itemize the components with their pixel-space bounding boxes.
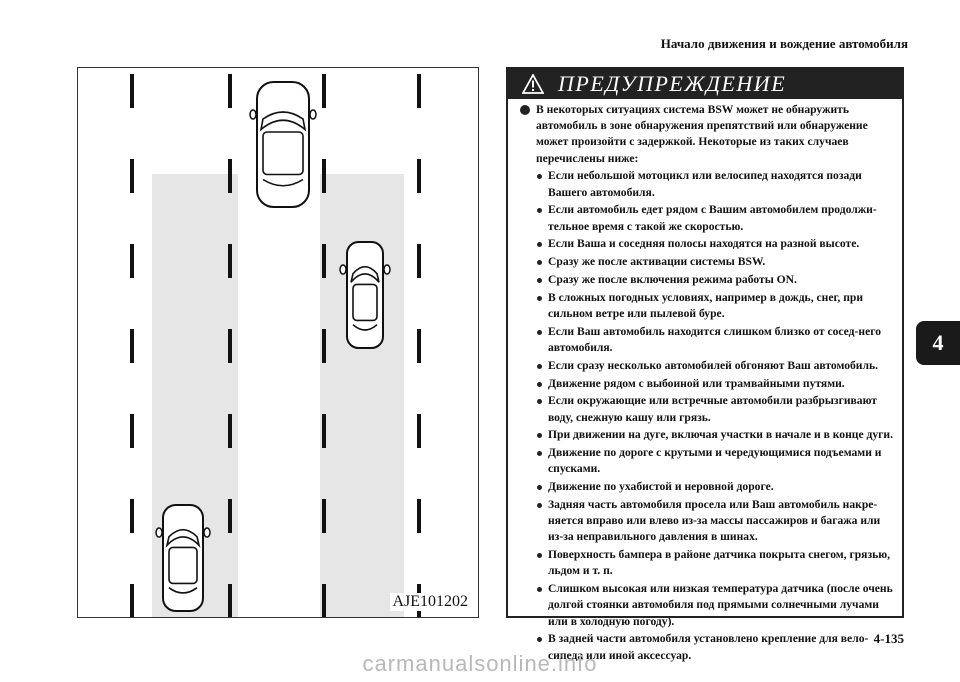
- lane-dash: [228, 159, 232, 193]
- watermark: carmanualsonline.info: [362, 651, 598, 676]
- lane-dash: [228, 414, 232, 448]
- page-number: 4-135: [873, 631, 904, 646]
- warning-title: ПРЕДУПРЕЖДЕНИЕ: [558, 71, 787, 96]
- list-item: Сразу же после включения режима работы ON.: [520, 272, 894, 288]
- intro-bullet-icon: [520, 105, 530, 115]
- list-item: В задней части автомобиля установлено крепление для вело-сипеда или иной аксессуар.: [520, 631, 894, 663]
- figure-code: AJE101202: [392, 593, 468, 610]
- lane-dash: [322, 499, 326, 533]
- lane-dash: [417, 74, 421, 108]
- lane-dash: [130, 329, 134, 363]
- list-item: Если Ваш автомобиль находится слишком близко от сосед-него автомобиля.: [520, 324, 894, 356]
- lane-dash: [130, 159, 134, 193]
- list-item: Движение по ухабистой и неровной дороге.: [520, 479, 894, 495]
- lane-dash: [228, 329, 232, 363]
- adjacent-car-left-icon: [156, 505, 210, 611]
- lane-dash: [228, 74, 232, 108]
- lane-dash: [417, 499, 421, 533]
- list-item: Если небольшой мотоцикл или велосипед находятся позади Вашего автомобиля.: [520, 168, 894, 200]
- list-item: Задняя часть автомобиля просела или Ваш автомобиль накре-няется вправо или влево из-за массы пассажиров и багажа или из-за неправильного давления в шинах.: [520, 497, 894, 546]
- lane-dash: [322, 414, 326, 448]
- own-vehicle-car-icon: [250, 82, 316, 207]
- lane-dash: [322, 74, 326, 108]
- road-illustration: [77, 67, 479, 618]
- adjacent-car-right-icon: [340, 242, 390, 348]
- list-item: Поверхность бампера в районе датчика покрыта снегом, грязью, льдом и т. п.: [520, 547, 894, 579]
- warning-triangle-icon: [522, 74, 544, 94]
- lane-dash: [228, 244, 232, 278]
- warning-intro: [520, 102, 894, 167]
- lane-dash: [130, 414, 134, 448]
- lane-dash: [417, 329, 421, 363]
- warning-body: [508, 99, 902, 664]
- lane-dash: [322, 584, 326, 617]
- page-header-title: Начало движения и вождение автомобиля: [660, 36, 908, 51]
- lane-dash: [417, 244, 421, 278]
- list-item: Движение рядом с выбоиной или трамвайными путями.: [520, 376, 894, 392]
- list-item: При движении на дуге, включая участки в начале и в конце дуги.: [520, 427, 894, 443]
- warning-intro-text: В некоторых ситуациях система BSW может не обнаружить автомобиль в зоне обнаружения препятствий или обнаружение может произойти с задержкой. Некоторые из таких случаев перечислены ниже:: [536, 103, 868, 165]
- detection-zone-right: [320, 174, 404, 617]
- lane-dash: [322, 244, 326, 278]
- list-item: Движение по дороге с крутыми и чередующимися подъемами и спусками.: [520, 445, 894, 477]
- warning-header: [508, 69, 902, 99]
- chapter-tab: 4: [916, 321, 960, 365]
- lane-dash: [130, 74, 134, 108]
- lane-dash: [322, 159, 326, 193]
- list-item: Если окружающие или встречные автомобили разбрызгивают воду, снежную кашу или грязь.: [520, 393, 894, 425]
- list-item: Если автомобиль едет рядом с Вашим автомобилем продолжи-тельное время с такой же скоростью.: [520, 202, 894, 234]
- lane-dash: [322, 329, 326, 363]
- lane-dash: [417, 159, 421, 193]
- lane-dash: [228, 499, 232, 533]
- lane-dash: [130, 584, 134, 617]
- lane-dash: [130, 244, 134, 278]
- list-item: Сразу же после активации системы BSW.: [520, 254, 894, 270]
- list-item: Если Ваша и соседняя полосы находятся на разной высоте.: [520, 236, 894, 252]
- lane-dash: [130, 499, 134, 533]
- lane-dash: [228, 584, 232, 617]
- list-item: Если сразу несколько автомобилей обгоняют Ваш автомобиль.: [520, 358, 894, 374]
- list-item: В сложных погодных условиях, например в дождь, снег, при сильном ветре или пылевой буре.: [520, 290, 894, 322]
- list-item: Слишком высокая или низкая температура датчика (после очень долгой стоянки автомобиля под прямыми солнечными лучами или в холодную погоду).: [520, 581, 894, 630]
- warning-list: [520, 168, 894, 663]
- lane-dash: [417, 414, 421, 448]
- road-lanes-cars-illustration: [78, 68, 478, 617]
